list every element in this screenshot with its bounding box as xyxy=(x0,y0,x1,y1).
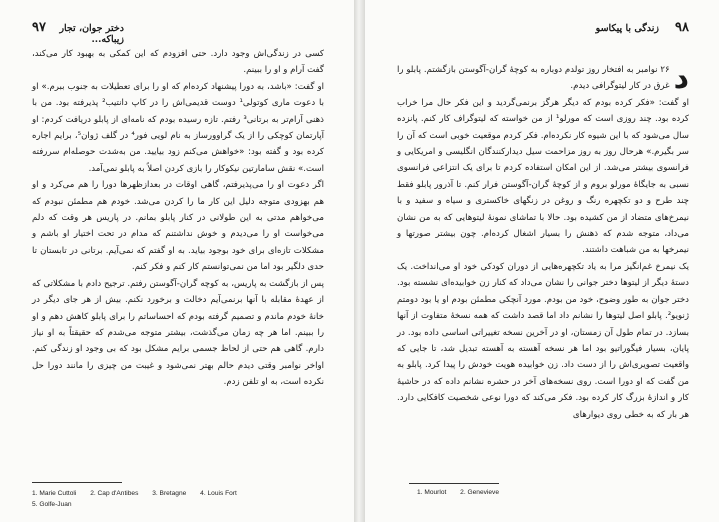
footnotes xyxy=(32,490,249,512)
left-page xyxy=(0,0,354,522)
footnote-rule xyxy=(32,482,122,483)
footnote: 1. Mourlot xyxy=(417,489,447,496)
footnote: 4. Louis Fort xyxy=(200,490,237,497)
page-header xyxy=(32,20,324,45)
paragraph: او گفت: «فکر کرده بودم که دیگر هرگز برنمی‌گردید و این فکر حال مرا خراب کرده بود. چند روزی است که مورلو¹ از من خواسته که لیتوگراف کار کنم. پانزده سال می‌شود که با این شیوه کار نکرده‌ام. فکر کردم موقعیت خوبی است که آن را سر بگیرم.» هرحال روز به روز مزاحمت سیل دیدارکنندگان انگلیسی و امریکایی و فرانسوی بیشتر می‌شد. از این امکان استفاده کردم تا برای یک انتزاعی فرانسوی نسبی به جایگاهٔ مورلو بروم و از کوچهٔ گران-آگوستن فرار کنم. تا آذرور پابلو فقط چند طرح و دو تکچهره رنگ و روغن در زنگهای خاکستری و سیاه و سفید و با نیمرخ‌های متضاد از من کشیده بود. حالا با تماشای نمونهٔ لیتوهایی که به من نشان می‌داد، متوجه شدم که ذهنش را بسیار اشغال کرده‌ام. چون بیشتر صورتها و نیمرخها به من شباهت داشتند. xyxy=(397,97,689,256)
book-gutter xyxy=(354,0,365,522)
paragraph: یک نیمرخ غم‌انگیز مرا به یاد تکچهره‌هایی از دوران کودکی خود او می‌انداخت. یک دستهٔ دیگر از لیتوها دختر جوانی را نشان می‌داد که کنار زن خوابیده‌ای نشسته بود. دختر جوان به طور وضوح، خود من بودم. مورد آنچکی مطمئن بودم او یا بود دومتم ژنویو². پابلو اصل لیتوها را نشانم داد اما قصد داشت که همه نسخهٔ متفاوت از آنها بسازد. در تمام طول آن زمستان، او در آخرین نسخه تغییراتی اساسی داده بود. در پایان، بسیار فیگوراتیو بود اما هر نسخه آهسته به آهسته تبدیل شد، تا جایی که واقعیت تصویری‌اش را از دست داد. زن خوابیده هویت خودش را پیدا کرد. پابلو به من گفت که او دورا است. روی نسخه‌های آخر در حشره نشانم داده که در حاشیهٔ کار و اندازهٔ بزرگ کار کرده بود. فکر می‌کند که دورا نوعی شخصیت کافکایی دارد. هر بار که به خطی روی دیوارهای xyxy=(397,261,689,420)
paragraph: ۲۶ نوامبر به افتخار روز تولدم دوباره به کوچهٔ گران-آگوستن بازگشتم. پابلو را غرق در کار لیتوگرافی دیدم. xyxy=(397,65,670,92)
paragraph: اگر دعوت او را می‌پذیرفتم، گاهی اوقات در بعدازظهرها دورا را هم می‌کرد و او هم بهزودی متوجه دلیل این کار ما را کردن می‌شد. خودم هم مطمئن نبودم که می‌خواهم مدتی به این طولانی در کنار پابلو بمانم. در پاریس هر وقت که دلم می‌خواست او را می‌دیدم و خوش نداشتنم که مدام در تحت اختیار او باشم و مشکلات تازه‌ای برای خود بوجود بیاید. به او گفتم که نمی‌آیم. برتانی در تابستان تا حدی دلگیر بود اما من نمی‌توانستم کار کنم و فکر کنم. xyxy=(32,180,324,273)
footnote: 3. Bretagne xyxy=(152,490,187,497)
right-page xyxy=(365,0,719,522)
running-title: دختر جوان، تجار زیباکه... xyxy=(59,23,124,45)
footnote: 1. Marie Cuttoli xyxy=(32,490,77,497)
running-title: زندگی با پیکاسو xyxy=(595,23,659,34)
page-number: ۹۸ xyxy=(675,20,689,35)
footnote-rule xyxy=(409,483,499,484)
footnote: 5. Golfe-Juan xyxy=(32,501,72,508)
paragraph: او گفت: «باشد، به دورا پیشنهاد کرده‌ام که او را برای تعطیلات به جنوب ببرم.» او با دعوت ماری کوتولی¹ دوست قدیمی‌اش را در کاپ دانتیب² پذیرفته بود. من با ذهنی آرام‌تر به برتانی³ رفتم. تازه رسیده بودم که نامه‌ای از پابلو دریافت کردم: او آپارتمان کوچکی را از یک گراوورساز به نام لویی فور⁴ در گلف ژوان⁵، برایم اجاره کرده بود و گفته بود: «خواهش می‌کنم زود بیایید. من به‌شدت حوصله‌ام سررفته است.» نقش سامارتین نیکوکار را بازی کردن اصلاً به پابلو نمی‌آمد. xyxy=(32,81,325,174)
page-body xyxy=(32,46,324,391)
page-number: ۹۷ xyxy=(32,20,46,35)
page-header xyxy=(397,22,689,40)
paragraph: پس از بازگشت به پاریس، به کوچه گران-آگوستن رفتم. ترجیح دادم با مشکلاتی که از عهدهٔ مقابله با آنها برنمی‌آیم دخالت و برخورد نکنم. بیش از هر جای دیگر در خانهٔ خودم ماندم و تصمیم گرفته بودم که احساساتم را برای پابلو کاهش دهم و او را ببینم. اما هر چه زمان می‌گذشت، بیشتر متوجه می‌شدم که حقیقتاً به او نیاز دارم. گاهی هم حتی از لحاظ جسمی برایم مشکل بود که بی وجود او زندگی کنم. اواخر نوامبر وقتی دیدم حالم بهتر نمی‌شود و غیبت من چیزی را مانند دورا حل نکرده است، به او تلفن زدم. xyxy=(32,278,324,388)
footnotes xyxy=(417,489,511,500)
footnote: 2. Cap d'Antibes xyxy=(90,490,139,497)
page-body xyxy=(397,62,689,423)
footnote: 2. Genevieve xyxy=(460,489,500,496)
drop-cap: د xyxy=(673,61,689,96)
paragraph: کسی در زندگی‌اش وجود دارد. حتی افزودم که این کمکی به بهبود کار می‌کند، گفت آرام و او را ببینم. xyxy=(32,49,324,76)
